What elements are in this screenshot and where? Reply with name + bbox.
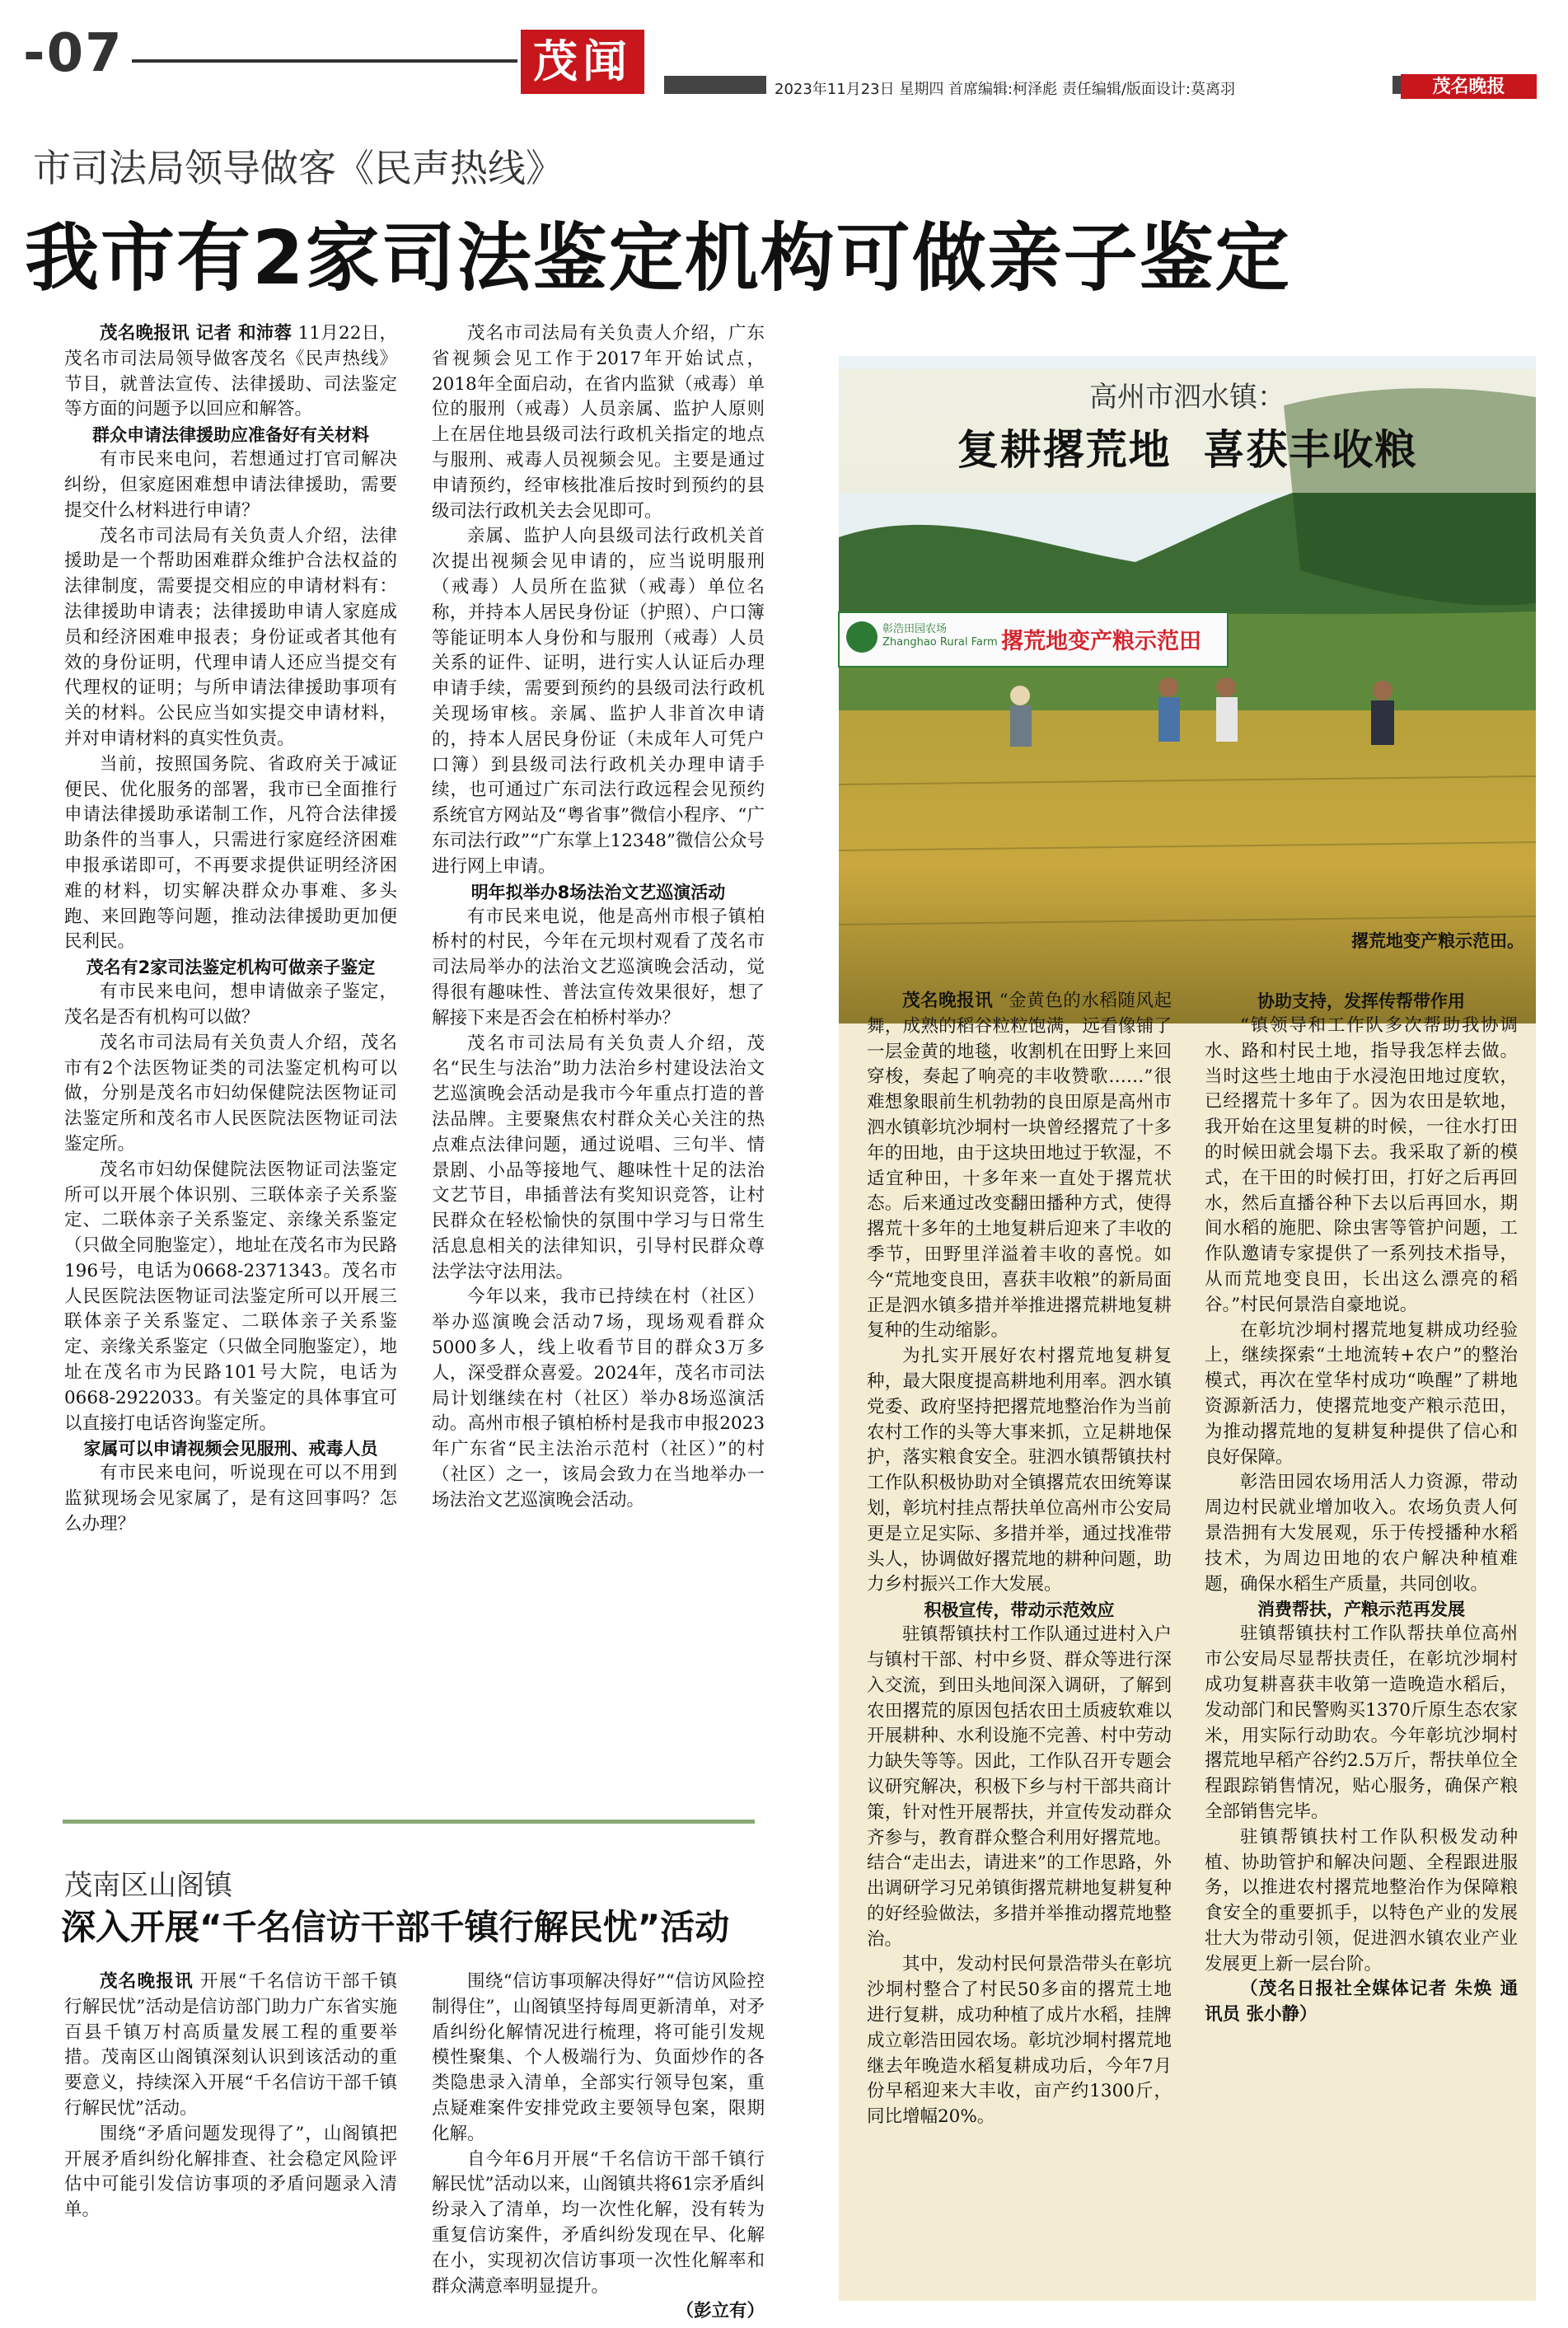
article1-para-8: 茂名市妇幼保健院法医物证司法鉴定所可以开展个体识别、三联体亲子关系鉴定、二联体亲子关系鉴定、亲缘关系鉴定（只做全同胞鉴定），地址在茂名市为民路196号，电话为0668-2371343。茂名市人民医院法医物证司法鉴定所可以开展三联体亲子关系鉴定、二联体亲子关系鉴定、亲缘关系鉴定（只做全同胞鉴定），地址在茂名市为民路101号大院，电话为0668-2922033。有关鉴定的具体事宜可以直接打电话咨询鉴定所。 [64,1159,397,1434]
article3-photo-caption: 撂荒地变产粮示范田。 [1351,931,1524,951]
article3-para-11: 驻镇帮镇扶村工作队积极发动种植、协助管护和解决问题、全程跟进服务，以推进农村撂荒地整治作为保障粮食安全的重要抓手，以特色产业的发展壮大为带动引领，促进泗水镇农业产业发展更上新一层台阶。 [1205,1826,1518,1974]
article1-para-0: 11月22日，茂名市司法局领导做客茂名《民声热线》节目，就普法宣传、法律援助、司法鉴定等方面的问题予以回应和解答。 [64,323,397,420]
article2-para-2: 围绕“信访事项解决得好”“信访风险控制得住”，山阁镇坚持每周更新清单，对矛盾纠纷化解情况进行梳理，将可能引发规模性聚集、个人极端行为、负面炒作的各类隐患录入清单，全部实行领导包案，重点疑难案件安排党政主要领导包案，限期化解。 [432,1971,765,2144]
article2-signoff: （彭立有） [676,2301,765,2322]
article3-para-6: “镇领导和工作队多次帮助我协调水、路和村民土地，指导我怎样去做。当时这些土地由于水浸泡田地过度软，已经撂荒十多年了。因为农田是软地，我开始在这里复耕的时候，一往水打田的时候田就会塌下去。我采取了新的模式，在干田的时候打田，打好之后再回水，然后直播谷种下去以后再回水，期间水稻的施肥、除虫害等管护问题，工作队邀请专家提供了一系列技术指导，从而荒地变良田，长出这么漂亮的稻谷。”村民何景浩自豪地说。 [1205,1015,1518,1315]
article3-subhead-1: 积极宣传，带动示范效应 [924,1600,1115,1621]
article3-column-1 [867,989,1172,2130]
article3-para-1: 为扎实开展好农村撂荒地复耕复种，最大限度提高耕地利用率。泗水镇党委、政府坚持把撂荒地整治作为当前农村工作的头等大事来抓，立足耕地保护，落实粮食安全。驻泗水镇帮镇扶村工作队积极协助对全镇撂荒农田统筹谋划，彰坑村挂点帮扶单位高州市公安局更是立足实际、多措并举，通过找准带头人，协调做好撂荒地的耕种问题，助力乡村振兴工作大发展。 [867,1346,1172,1595]
article2-kicker: 茂南区山阁镇 [64,1869,232,1902]
article3-para-8: 彰浩田园农场用活人力资源，带动周边村民就业增加收入。农场负责人何景浩拥有大发展观，乐于传授播种水稻技术，为周边田地的农户解决种植难题，确保水稻生产质量，共同创收。 [1205,1472,1518,1595]
page-number: -07 [23,23,124,84]
article1-subhead-1: 群众申请法律援助应准备好有关材料 [92,425,369,446]
article2-para-0: 开展“千名信访干部千镇行解民忧”活动是信访部门助力广东省实施百县千镇万村高质量发展工程的重要举措。茂南区山阁镇深刻认识到该活动的重要意义，持续深入开展“千名信访干部千镇行解民忧”活动。 [64,1971,397,2119]
article3-para-4: 其中，发动村民何景浩带头在彰坑沙垌村整合了村民50多亩的撂荒土地进行复耕，成功种植了成片水稻，挂牌成立彰浩田园农场。彰坑沙垌村撂荒地继去年晚造水稻复耕成功后，今年7月份早稻迎来大丰收，亩产约1300斤，同比增幅20%。 [867,1954,1172,2128]
article2-column-1 [64,1970,397,2223]
article1-subhead-4: 明年拟举办8场法治文艺巡演活动 [470,882,726,902]
article1-para-10: 有市民来电问，听说现在可以不用到监狱现场会见家属了，是有这回事吗？怎么办理？ [64,1463,397,1535]
article1-subhead-2: 茂名有2家司法鉴定机构可做亲子鉴定 [86,958,376,978]
article1-para-16: 今年以来，我市已持续在村（社区）举办巡演晚会活动7场，现场观看群众5000多人，线上收看节目的群众3万多人，深受群众喜爱。2024年，茂名市司法局计划继续在村（社区）举办8场巡演活动。高州市根子镇柏桥村是我市申报2023年广东省“民主法治示范村（社区）”的村（社区）之一，该局会致力在当地举办一场法治文艺巡演晚会活动。 [432,1286,765,1511]
article3-subhead-2: 协助支持，发挥传帮带作用 [1257,991,1465,1011]
article3-subhead-3: 消费帮扶，产粮示范再发展 [1257,1600,1465,1620]
article1-para-15: 茂名市司法局有关负责人介绍，茂名“民生与法治”助力法治乡村建设法治文艺巡演晚会活动是我市今年重点打造的普法品牌。主要聚焦农村群众关心关注的热点难点法律问题，通过说唱、三句半、情景剧、小品等接地气、趣味性十足的法治文艺节目，串插普法有奖知识竞答，让村民群众在轻松愉快的氛围中学习与日常生活息息相关的法律知识，引导村民群众尊法学法守法用法。 [432,1033,765,1282]
article3-headline: 复耕撂荒地 喜获丰收粮 [957,426,1418,474]
article1-column-1 [64,321,397,1538]
article2-para-1: 围绕“矛盾问题发现得了”，山阁镇把开展矛盾纠纷化解排查、社会稳定风险评估中可能引发信访事项的矛盾问题录入清单。 [64,2123,397,2221]
article3-column-2 [1205,989,1518,2028]
article2-para-3: 自今年6月开展“千名信访干部千镇行解民忧”活动以来，山阁镇共将61宗矛盾纠纷录入了清单，均一次性化解，没有转为重复信访案件，矛盾纠纷发现在早、化解在小，实现初次信访事项一次性化解率和群众满意率明显提升。 [432,2148,765,2297]
article1-kicker: 市司法局领导做客《民声热线》 [33,146,564,190]
article3-para-0: “金黄色的水稻随风起舞，成熟的稻谷粒粒饱满，远看像铺了一层金黄的地毯，收割机在田野上来回穿梭，奏起了响亮的丰收赞歌……”很难想象眼前生机勃勃的良田原是高州市泗水镇彰坑沙垌村一块曾经撂荒了十多年的田地，由于这块田地过于软湿，不适宜种田，十多年来一直处于撂荒状态。后来通过改变翻田播种方式，使得撂荒十多年的土地复耕后迎来了丰收的季节，田野里洋溢着丰收的喜悦。如今“荒地变良田，喜获丰收粮”的新局面正是泗水镇多措并举推进撂荒耕地复耕复种的生动缩影。 [867,991,1172,1342]
article1-byline: 茂名晚报讯 记者 和沛蓉 [100,323,293,344]
article3-para-10: 驻镇帮镇扶村工作队帮扶单位高州市公安局尽显帮扶责任，在彰坑沙垌村成功复耕喜获丰收第一造晚造水稻后，发动部门和民警购买1370斤原生态农家米，用实际行动助农。今年彰坑沙垌村撂荒地早稻产谷约2.5万斤，帮扶单位全程跟踪销售情况，贴心服务，确保产粮全部销售完毕。 [1205,1623,1518,1822]
header-rule [132,59,517,63]
article1-para-2: 有市民来电问，若想通过打官司解决纠纷，但家庭困难想申请法律援助，需要提交什么材料进行申请？ [64,449,397,521]
section-badge: 茂闻 [521,30,644,94]
article3-byline: 茂名晚报讯 [902,991,994,1011]
article1-para-12: 亲属、监护人向县级司法行政机关首次提出视频会见申请的，应当说明服刑（戒毒）人员所在监狱（戒毒）单位名称，并持本人居民身份证（护照）、户口簿等能证明本人身份和与服刑（戒毒）人员关系的证件、证明，进行实人认证后办理申请手续，需要到预约的县级司法行政机关现场审核。亲属、监护人非首次申请的，持本人居民身份证（未成年人可凭户口簿）到县级司法行政机关办理申请手续，也可通过广东司法行政远程会见预约系统官方网站及“粤省事”微信小程序、“广东司法行政”“广东掌上12348”微信公众号进行网上申请。 [432,526,765,877]
farm-sign-name: 彰浩田园农场 Zhanghao Rural Farm [882,623,998,649]
article2-column-2 [432,1970,765,2325]
article1-column-2 [432,321,765,1514]
article2-headline: 深入开展“千名信访干部千镇行解民忧”活动 [61,1907,730,1947]
issue-meta: 2023年11月23日 星期四 首席编辑:柯泽彪 责任编辑/版面设计:莫离羽 [775,81,1235,98]
article1-para-6: 有市民来电问，想申请做亲子鉴定，茂名是否有机构可以做？ [64,981,397,1028]
article1-para-14: 有市民来电说，他是高州市根子镇柏桥村的村民，今年在元坝村观看了茂名市司法局举办的法治文艺巡演晚会活动，觉得很有趣味性、普法宣传效果很好，想了解接下来是否会在柏桥村举办？ [432,906,765,1028]
farm-sign-title: 撂荒地变产粮示范田 [1001,629,1201,654]
article1-subhead-3: 家属可以申请视频会见服刑、戒毒人员 [83,1439,378,1459]
article1-para-11: 茂名市司法局有关负责人介绍，广东省视频会见工作于2017年开始试点，2018年全面启动，在省内监狱（戒毒）单位的服刑（戒毒）人员亲属、监护人原则上在居住地县级司法行政机关指定的地点与服刑、戒毒人员视频会见。主要是通过申请预约，经审核批准后按时到预约的县级司法行政机关去会见即可。 [432,323,765,522]
farm-logo-icon [846,621,878,653]
article1-para-4: 当前，按照国务院、省政府关于减证便民、优化服务的部署，我市已全面推行申请法律援助承诺制工作，凡符合法律援助条件的当事人，只需进行家庭经济困难申报承诺即可，不再要求提供证明经济困难的材料，切实解决群众办事难、多头跑、来回跑等问题，推动法律援助更加便民利民。 [64,753,397,953]
farm-sign [838,611,1229,667]
article3-para-3: 驻镇帮镇扶村工作队通过进村入户与镇村干部、村中乡贤、群众等进行深入交流，到田头地间深入调研，了解到农田撂荒的原因包括农田土质疲软难以开展耕种、水利设施不完善、村中劳动力缺失等等。因此，工作队召开专题会议研究解决，积极下乡与村干部共商计策，针对性开展帮扶，并宣传发动群众齐参与，教育群众整合利用好撂荒地。结合“走出去，请进来”的工作思路，外出调研学习兄弟镇街撂荒耕地复耕复种的好经验做法，多措并举推动撂荒地整治。 [867,1624,1172,1950]
article3-kicker: 高州市泗水镇： [1089,381,1285,414]
article3-para-7: 在彰坑沙垌村撂荒地复耕成功经验上，继续探索“土地流转+农户”的整治模式，再次在堂华村成功“唤醒”了耕地资源新活力，使撂荒地变产粮示范田，为推动撂荒地的复耕复种提供了信心和良好保障。 [1205,1319,1518,1468]
article2-byline: 茂名晚报讯 [100,1971,194,1992]
article1-headline: 我市有2家司法鉴定机构可做亲子鉴定 [25,215,1291,302]
article3-signoff: （茂名日报社全媒体记者 朱焕 通讯员 张小静） [1205,1979,1518,2026]
paper-logo: 茂名晚报 [1401,74,1537,99]
section-divider [63,1820,755,1824]
article1-para-3: 茂名市司法局有关负责人介绍，法律援助是一个帮助困难群众维护合法权益的法律制度，需要提交相应的申请材料有：法律援助申请表；法律援助申请人家庭成员和经济困难申报表；身份证或者其他有效的身份证明，代理申请人还应当提交有代理权的证明；与所申请法律援助事项有关的材料。公民应当如实提交申请材料，并对申请材料的真实性负责。 [64,525,397,749]
article1-para-7: 茂名市司法局有关负责人介绍，茂名市有2个法医物证类的司法鉴定机构可以做，分别是茂名市妇幼保健院法医物证司法鉴定所和茂名市人民医院法医物证司法鉴定所。 [64,1032,397,1155]
